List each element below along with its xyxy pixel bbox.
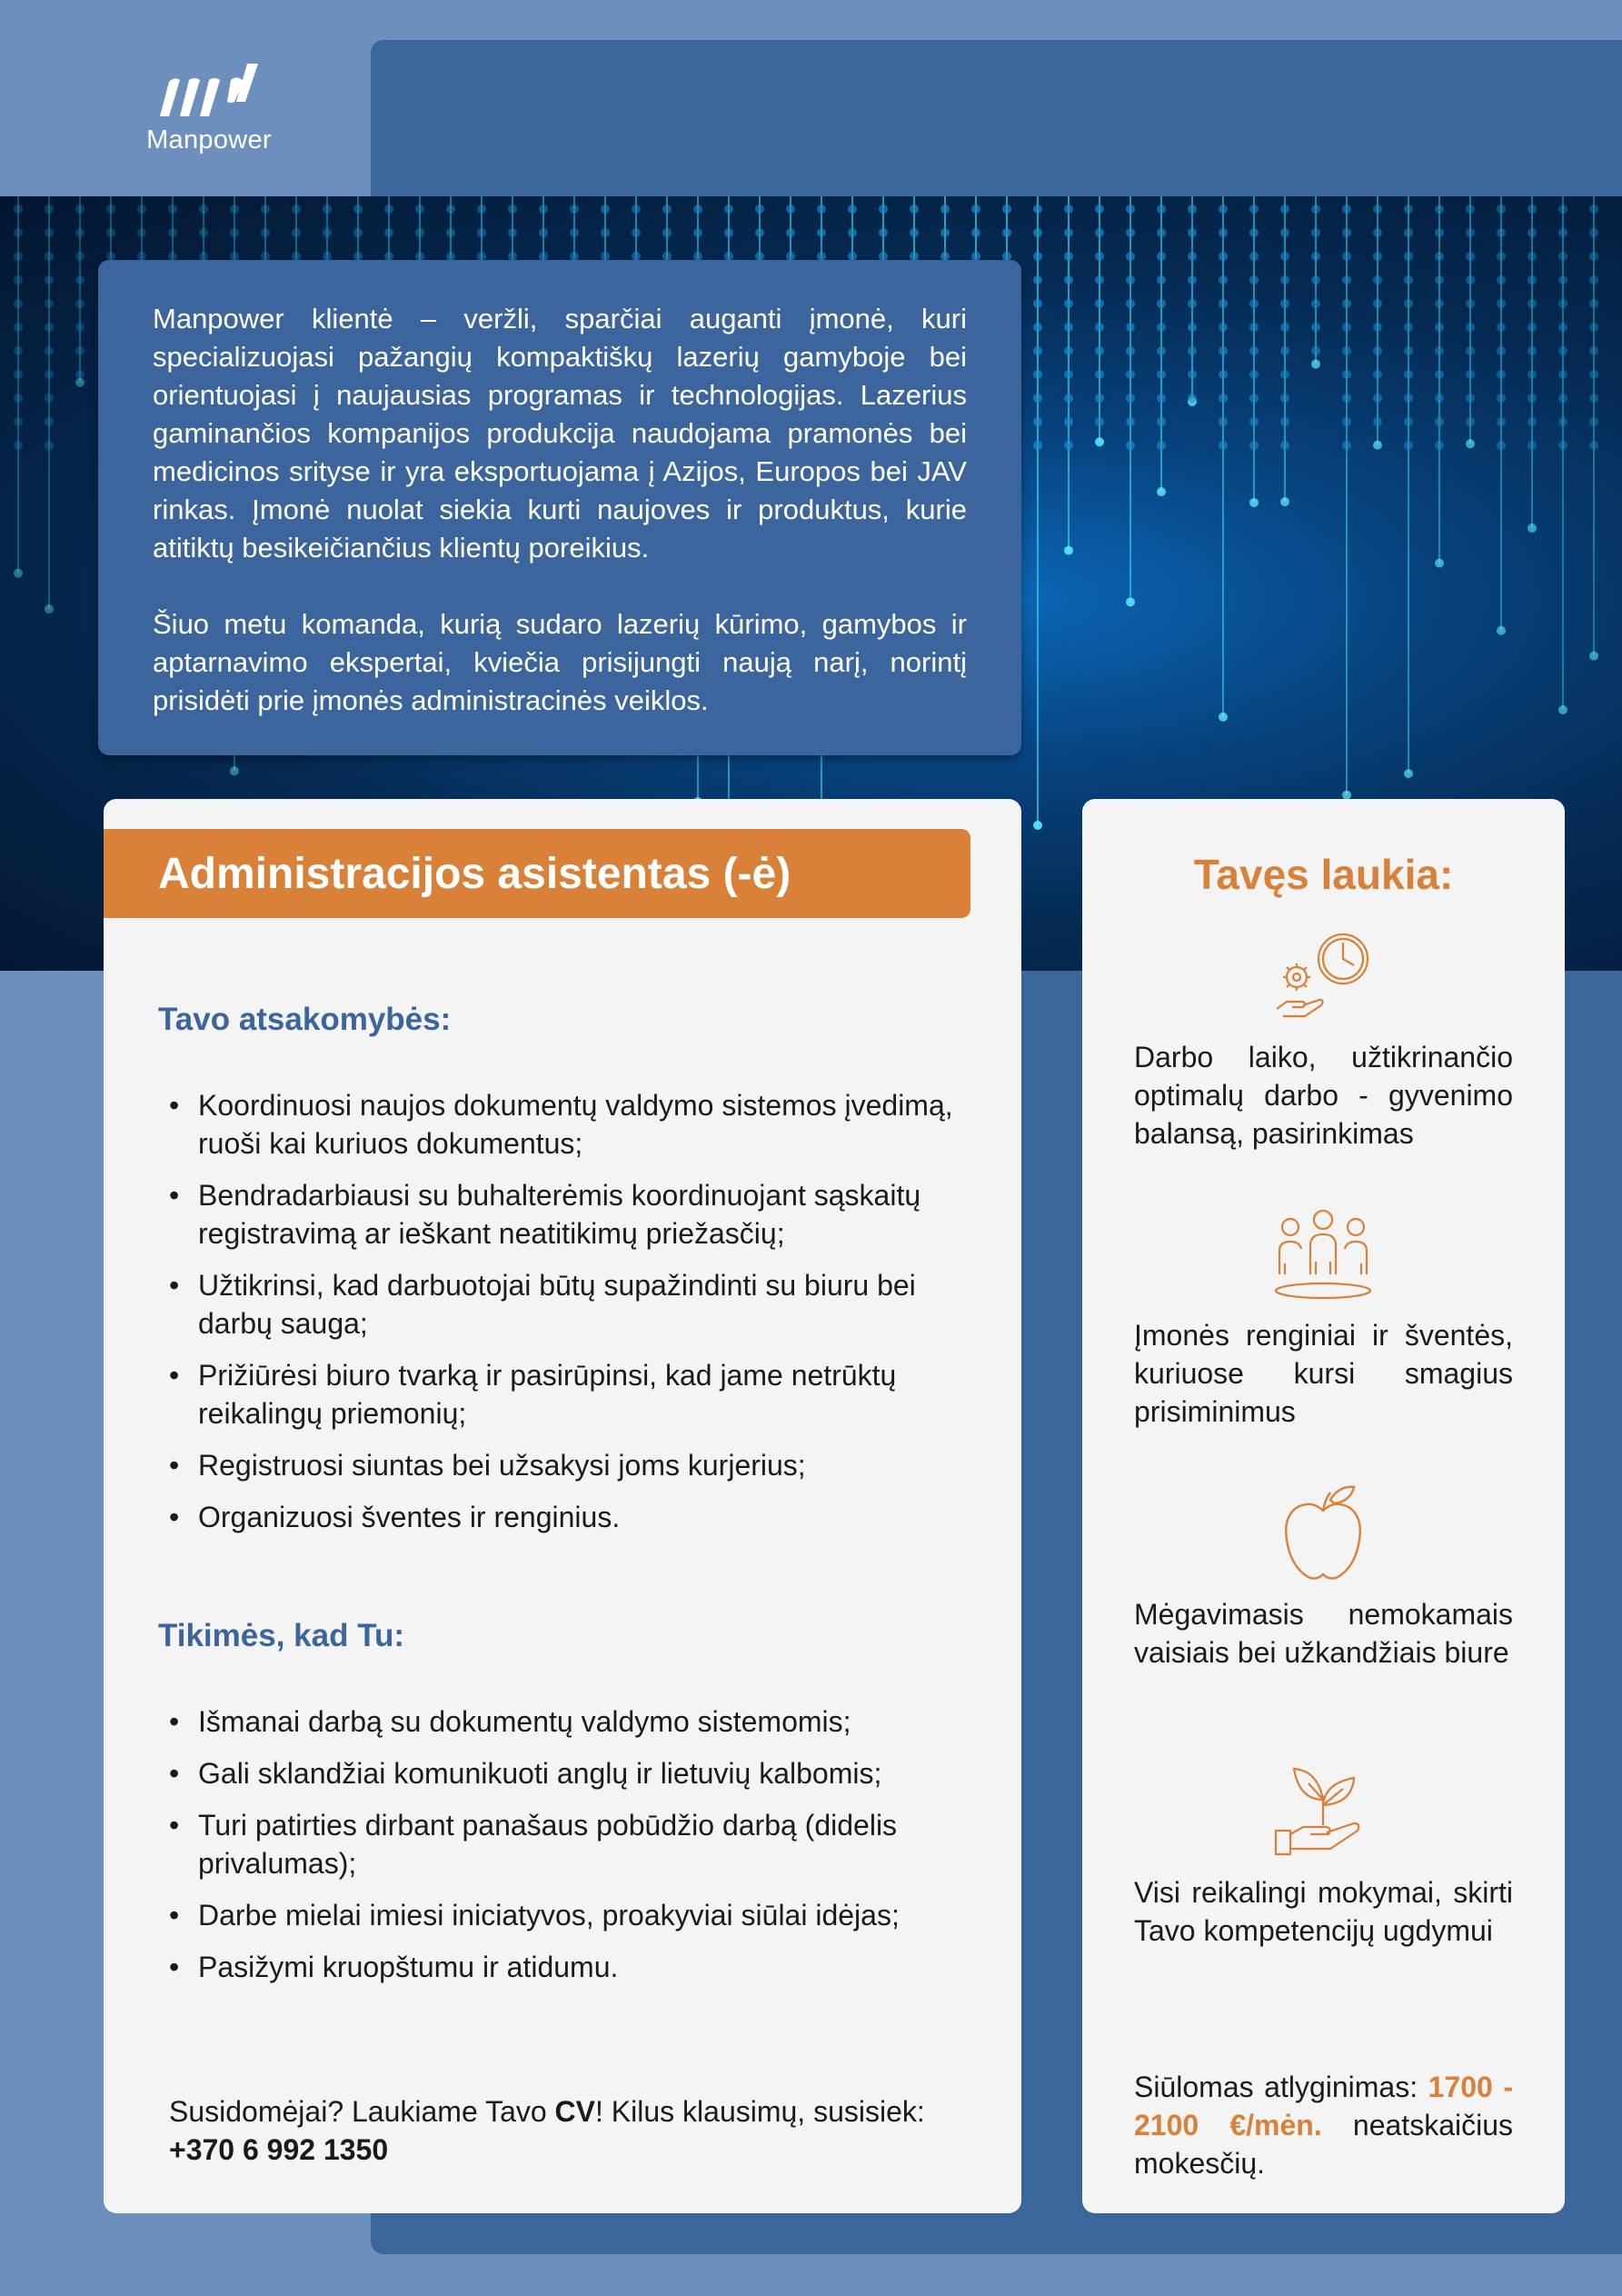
salary-amount: 1700 - 2100 €/mėn. (1134, 2071, 1513, 2141)
list-item: • Išmanai darbą su dokumentų valdymo sistemomis; (158, 1702, 958, 1741)
expectations-list (158, 1702, 958, 2000)
cv-label: CV (554, 2095, 595, 2128)
list-item: • Bendradarbiausi su buhalterėmis koordinuojant sąskaitų registravimą ar ieškant neatitikimų priežasčių; (158, 1176, 958, 1253)
benefit-text-4: Visi reikalingi mokymai, skirti Tavo kompetencijų ugdymui (1134, 1876, 1513, 1947)
list-item: • Darbe mielai imiesi iniciatyvos, proakyviai siūlai idėjas; (158, 1896, 958, 1934)
list-item: • Užtikrinsi, kad darbuotojai būtų supažindinti su biuru bei darbų sauga; (158, 1266, 958, 1343)
contact-phone[interactable]: +370 6 992 1350 (169, 2133, 389, 2166)
list-item: • Pasižymi kruopštumu ir atidumu. (158, 1948, 958, 1986)
header-bar (371, 40, 1622, 196)
contact-text-1: Susidomėjai? Laukiame Tavo (169, 2095, 555, 2128)
benefits-heading: Tavęs laukia: (1193, 851, 1454, 898)
benefit-text-2: Įmonės renginiai ir šventės, kuriuose kursi smagius prisiminimus (1134, 1319, 1513, 1428)
growth-plant-icon (1272, 1763, 1378, 1862)
work-life-balance-icon (1272, 929, 1378, 1023)
list-item: • Registruosi siuntas bei užsakysi joms kurjerius; (158, 1446, 958, 1484)
company-intro-box (98, 260, 1021, 755)
expectations-heading: Tikimės, kad Tu: (158, 1618, 405, 1653)
list-item: • Organizuosi šventes ir renginius. (158, 1498, 958, 1536)
intro-paragraph-2: Šiuo metu komanda, kurią sudaro lazerių kūrimo, gamybos ir aptarnavimo ekspertai, kviečia prisijungti naują narį, norintį prisidėti prie įmonės administracinės veiklos. (153, 608, 967, 716)
manpower-logo-icon (154, 60, 264, 120)
job-title: Administracijos asistentas (-ė) (158, 850, 791, 898)
benefit-text-1: Darbo laiko, užtikrinančio optimalų darbo - gyvenimo balansą, pasirinkimas (1134, 1041, 1513, 1150)
apple-icon (1279, 1483, 1367, 1582)
list-item: • Prižiūrėsi biuro tvarką ir pasirūpinsi, kad jame netrūktų reikalingų priemonių; (158, 1356, 958, 1433)
manpower-logo (118, 60, 300, 178)
team-icon (1270, 1207, 1376, 1302)
responsibilities-list (158, 1086, 958, 1550)
salary-prefix: Siūlomas atlyginimas: (1134, 2071, 1428, 2103)
intro-paragraph-1: Manpower klientė – veržli, sparčiai auganti įmonė, kuri specializuojasi pažangių kompaktiškų lazerių gamyboje bei orientuojasi į naujausias programas ir technologijas. Lazerius gaminančios kompanijos produkcija naudojama pramonės bei medicinos srityse ir yra eksportuojama į Azijos, Europos bei JAV rinkas. Įmonė nuolat siekia kurti naujoves ir produktus, kurie atitiktų besikeičiančius klientų poreikius. (153, 303, 967, 564)
benefit-text-3: Mėgavimasis nemokamais vaisiais bei užkandžiais biure (1134, 1598, 1513, 1669)
responsibilities-heading: Tavo atsakomybės: (158, 1002, 452, 1037)
list-item: • Turi patirties dirbant panašaus pobūdžio darbą (didelis privalumas); (158, 1806, 958, 1882)
job-title-banner (104, 829, 970, 918)
salary-suffix: neatskaičius mokesčių. (1134, 2109, 1513, 2180)
contact-text-2: ! Kilus klausimų, susisiek: (595, 2095, 925, 2128)
list-item: • Gali sklandžiai komunikuoti anglų ir lietuvių kalbomis; (158, 1754, 958, 1792)
list-item: • Koordinuosi naujos dokumentų valdymo sistemos įvedimą, ruoši kai kuriuos dokumentus; (158, 1086, 958, 1163)
brand-name: Manpower (146, 125, 272, 155)
contact-info (169, 2092, 950, 2169)
salary-info (1134, 2068, 1513, 2182)
